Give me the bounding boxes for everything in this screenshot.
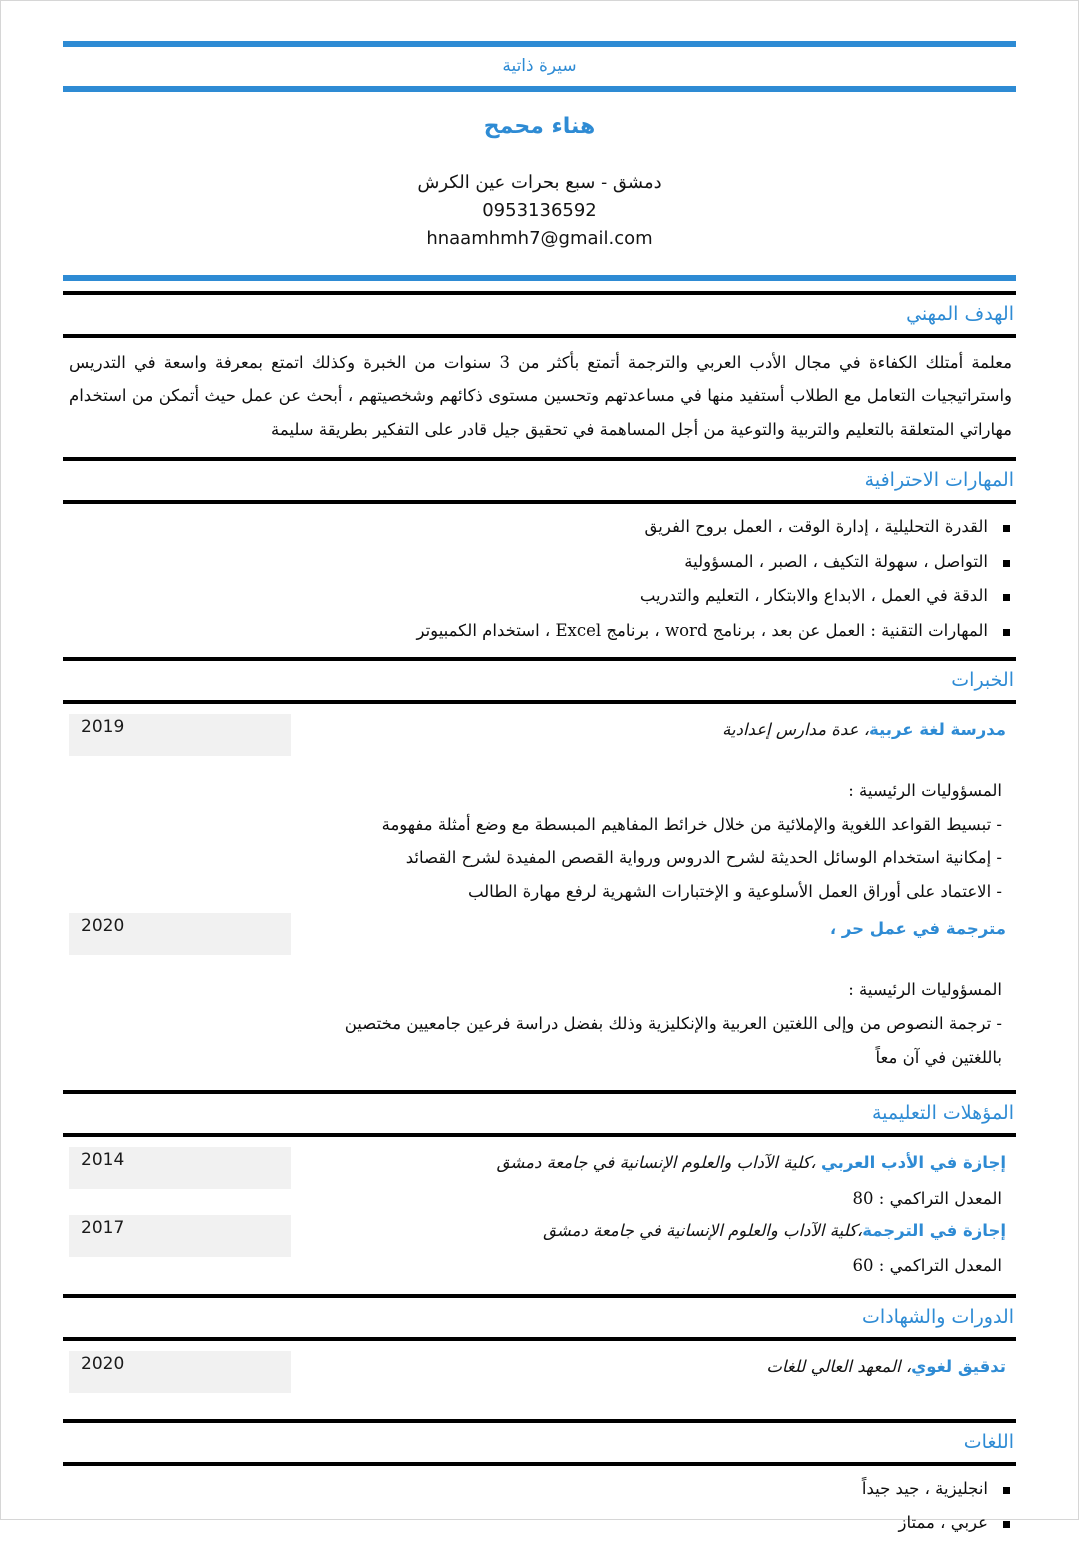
- institution-name: ،كلية الآداب والعلوم الإنسانية في جامعة دمشق: [496, 1153, 821, 1173]
- name-block: [63, 92, 1016, 143]
- education-body: [63, 1137, 1016, 1293]
- entry-title: [319, 1149, 1006, 1177]
- degree-name: إجازة في الترجمة: [862, 1220, 1006, 1240]
- section-heading-skills: [63, 461, 1016, 500]
- entry-title: [319, 716, 1006, 744]
- experience-entry: [69, 714, 1010, 913]
- cv-sheet: [63, 1, 1016, 1549]
- language-text: انجليزية ، جيد جيداً: [861, 1478, 988, 1498]
- course-title: تدقيق لغوي: [911, 1356, 1006, 1376]
- skills-list: [63, 504, 1016, 657]
- gpa-value: المعدل التراكمي : 60: [852, 1255, 1002, 1275]
- entry-year-badge: 2019: [69, 714, 291, 756]
- language-text: عربي ، ممتاز: [898, 1513, 988, 1533]
- skill-text: القدرة التحليلية ، إدارة الوقت ، العمل بروح الفريق: [644, 517, 988, 537]
- skill-text: المهارات التقنية : العمل عن بعد ، برنامج word ، برنامج Excel ، استخدام الكمبيوتر: [416, 621, 988, 641]
- list-item: [63, 510, 1016, 545]
- objective-gap: [63, 281, 1016, 291]
- responsibilities-label: المسؤوليات الرئيسية :: [848, 980, 1002, 1000]
- entry-role: مترجمة في عمل حر ،: [829, 918, 1006, 938]
- experience-entry: [69, 913, 1010, 1078]
- entry-title: [319, 1217, 1006, 1245]
- responsibility-item: - إمكانية استخدام الوسائل الحديثة لشرح الدروس ورواية القصص المفيدة لشرح القصائد: [405, 848, 1002, 868]
- list-item: [63, 1506, 1016, 1541]
- course-org: ، المعهد العالي للغات: [766, 1356, 912, 1376]
- section-heading-experience: [63, 661, 1016, 700]
- entry-details: [319, 744, 1006, 913]
- skill-text: الدقة في العمل ، الابداع والابتكار ، التعليم والتدريب: [639, 586, 988, 606]
- entry-year-badge: 2014: [69, 1147, 291, 1189]
- contact-address: دمشق - سبع بحرات عين الكرش: [417, 172, 662, 193]
- section-heading-courses: [63, 1298, 1016, 1337]
- section-heading-skills-label: المهارات الاحترافية: [864, 469, 1014, 492]
- section-heading-courses-label: الدورات والشهادات: [862, 1305, 1014, 1328]
- section-heading-objective-label: الهدف المهني: [906, 302, 1014, 325]
- list-item: [63, 1472, 1016, 1507]
- document-title-band: [63, 47, 1016, 86]
- education-entry: [69, 1147, 1010, 1214]
- section-heading-experience-label: الخبرات: [951, 668, 1014, 691]
- courses-body: [63, 1341, 1016, 1419]
- section-heading-languages: [63, 1423, 1016, 1462]
- gpa-value: المعدل التراكمي : 80: [852, 1188, 1002, 1208]
- section-heading-education-label: المؤهلات التعليمية: [871, 1102, 1014, 1125]
- institution-name: ،كلية الآداب والعلوم الإنسانية في جامعة دمشق: [543, 1220, 863, 1240]
- entry-details: [319, 943, 1006, 1078]
- entry-role: مدرسة لغة عربية: [869, 719, 1006, 739]
- responsibility-item: - تبسيط القواعد اللغوية والإملائية من خلال خرائط المفاهيم المبسطة مع وضع أمثلة مفهومة: [381, 814, 1002, 834]
- contact-block: [63, 143, 1016, 275]
- entry-year-badge: 2020: [69, 1351, 291, 1393]
- contact-email[interactable]: hnaamhmh7@gmail.com: [426, 227, 653, 249]
- course-entry: [69, 1351, 1010, 1381]
- list-item: [63, 545, 1016, 580]
- responsibility-item: - ترجمة النصوص من وإلى اللغتين العربية والإنكليزية وذلك بفضل دراسة فرعين جامعيين مختصين باللغتين في آن معاً: [344, 1013, 1002, 1067]
- top-spacer: [63, 1, 1016, 41]
- objective-text: معلمة أمتلك الكفاءة في مجال الأدب العربي والترجمة أتمتع بأكثر من 3 سنوات من الخبرة وكذلك اتمتع بمعرفة واسعة في التدريس واستراتيجيات التعامل مع الطلاب أستفيد منها في مساعدتهم وتحسين مستوى ذكائهم وشخصيتهم ، أبحث عن عمل حيث أتمكن من استخدام مهاراتي المتعلقة بالتعليم والتربية والتوعية من أجل المساهمة في تحقيق جيل قادر على التفكير بطريقة سليمة: [69, 352, 1012, 440]
- entry-year-badge: 2017: [69, 1215, 291, 1257]
- degree-name: إجازة في الأدب العربي: [820, 1153, 1006, 1173]
- languages-list: [63, 1466, 1016, 1549]
- education-entry: [69, 1215, 1010, 1282]
- contact-phone[interactable]: 0953136592: [482, 199, 597, 221]
- person-name: هناء محمح: [483, 114, 596, 139]
- document-title: سيرة ذاتية: [502, 56, 577, 76]
- entry-title: [319, 915, 1006, 943]
- list-item: [63, 614, 1016, 649]
- responsibility-item: - الاعتماد على أوراق العمل الأسلوعية و الإختبارات الشهرية لرفع مهارة الطالب: [467, 882, 1002, 902]
- entry-year-badge: 2020: [69, 913, 291, 955]
- section-heading-objective: [63, 295, 1016, 334]
- section-heading-languages-label: اللغات: [963, 1430, 1014, 1453]
- responsibilities-label: المسؤوليات الرئيسية :: [848, 780, 1002, 800]
- list-item: [63, 579, 1016, 614]
- experience-body: [63, 704, 1016, 1091]
- entry-title: [319, 1353, 1006, 1381]
- section-heading-education: [63, 1094, 1016, 1133]
- skill-text: التواصل ، سهولة التكيف ، الصبر ، المسؤولية: [684, 551, 988, 571]
- entry-org: ، عدة مدارس إعدادية: [722, 719, 870, 739]
